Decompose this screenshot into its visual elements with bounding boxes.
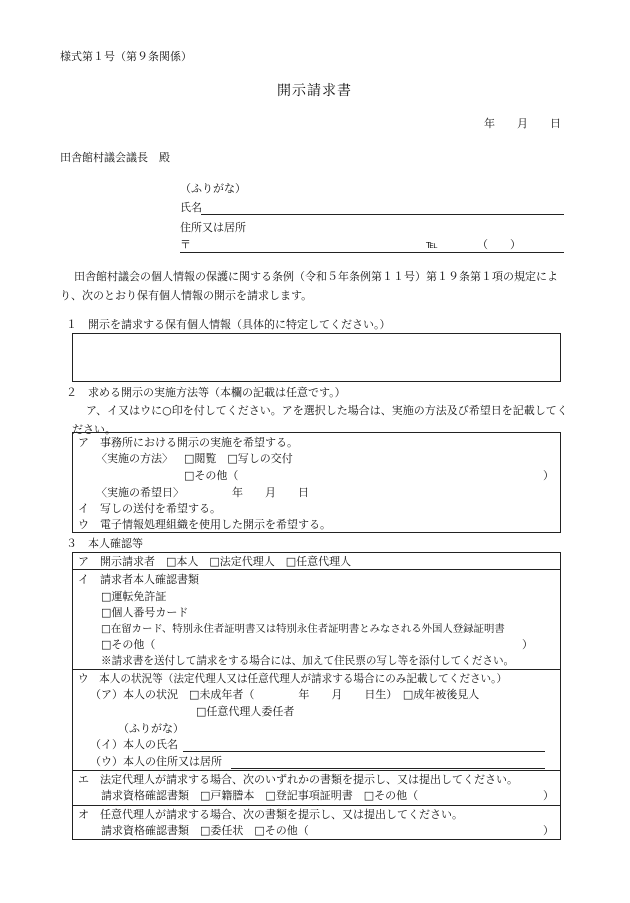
desired-date-field[interactable]: 年 月 日 <box>232 486 309 499</box>
address-field-line[interactable] <box>180 252 564 253</box>
name-label: 氏名 <box>180 201 202 214</box>
mail-note: ※請求書を送付して請求をする場合には、加えて住民票の写し等を添付してください。 <box>101 655 515 667</box>
id-doc-item[interactable]: □個人番号カード <box>101 606 189 619</box>
section2-option-u[interactable]: ウ 電子情報処理組織を使用した開示を希望する。 <box>78 518 331 531</box>
principal-status-title: ウ 本人の状況等（法定代理人又は任意代理人が請求する場合にのみ記載してください。） <box>78 673 508 685</box>
method-other[interactable]: □その他（ <box>184 469 239 482</box>
page-title: 開示請求書 <box>277 83 352 99</box>
principal-address-label: （ウ）本人の住所又は居所 <box>90 755 222 768</box>
id-doc-item[interactable]: □在留カード、特別永住者証明書又は特別永住者証明書とみなされる外国人登録証明書 <box>101 623 505 635</box>
voluntary-rep-docs[interactable]: 請求資格確認書類 □委任状 □その他（ <box>101 824 309 837</box>
row-divider <box>72 770 561 771</box>
intro-paragraph: 田舎館村議会の個人情報の保護に関する条例（令和５年条例第１１号）第１９条第１項の規定により、次のとおり保有個人情報の開示を請求します。 <box>60 270 558 302</box>
id-doc-item[interactable]: □運転免許証 <box>101 590 167 603</box>
legal-rep-docs-close: ） <box>543 789 554 802</box>
section1-heading: １ 開示を請求する保有個人情報（具体的に特定してください。） <box>66 318 391 331</box>
principal-furigana: （ふりがな） <box>118 722 184 735</box>
legal-rep-docs[interactable]: 請求資格確認書類 □戸籍謄本 □登記事項証明書 □その他（ <box>101 789 419 802</box>
id-doc-item[interactable]: □その他（ <box>101 638 156 651</box>
section2-heading: ２ 求める開示の実施方法等（本欄の記載は任意です。） <box>66 386 346 399</box>
voluntary-rep-title: オ 任意代理人が請求する場合、次の書類を提示し、又は提出してください。 <box>78 808 463 821</box>
name-field-line[interactable] <box>201 214 564 215</box>
principal-status-2[interactable]: □任意代理人委任者 <box>196 705 295 718</box>
section2-note: ア、イ又はウに○印を付してください。アを選択した場合は、実施の方法及び希望日を記載してください。 <box>72 404 568 436</box>
method-options[interactable]: □閲覧 □写しの交付 <box>184 452 293 465</box>
requester-type[interactable]: ア 開示請求者 □本人 □法定代理人 □任意代理人 <box>78 555 352 568</box>
postal-mark: 〒 <box>180 238 191 251</box>
method-other-close: ） <box>543 469 554 482</box>
principal-name-line[interactable] <box>183 751 545 752</box>
form-number: 様式第１号（第９条関係） <box>60 50 192 63</box>
section2-option-i[interactable]: イ 写しの送付を希望する。 <box>78 502 221 515</box>
row-divider <box>72 569 561 570</box>
row-divider <box>72 805 561 806</box>
legal-rep-title: エ 法定代理人が請求する場合、次のいずれかの書類を提示し、又は提出してください。 <box>78 773 518 786</box>
desired-date-label: 〈実施の希望日〉 <box>96 486 184 499</box>
method-label: 〈実施の方法〉 <box>96 452 173 465</box>
date-line: 年 月 日 <box>484 117 561 130</box>
section3-heading: ３ 本人確認等 <box>66 537 143 550</box>
tel-mark: ℡ <box>426 238 438 251</box>
section2-option-a[interactable]: ア 事務所における開示の実施を希望する。 <box>78 436 298 449</box>
row-divider <box>72 669 561 670</box>
addressee: 田舎館村議会議長 殿 <box>60 151 170 164</box>
voluntary-rep-docs-close: ） <box>543 824 554 837</box>
id-doc-other-close: ） <box>522 638 533 651</box>
furigana-label: （ふりがな） <box>180 182 246 195</box>
principal-address-line[interactable] <box>231 768 545 769</box>
principal-status[interactable]: （ア）本人の状況 □未成年者（ 年 月 日生） □成年被後見人 <box>90 688 480 701</box>
principal-name-label: （イ）本人の氏名 <box>90 738 178 751</box>
address-label: 住所又は居所 <box>180 221 246 234</box>
section1-input-box[interactable] <box>72 333 561 382</box>
id-docs-title: イ 請求者本人確認書類 <box>78 573 199 586</box>
tel-parens: （ ） <box>477 238 521 251</box>
